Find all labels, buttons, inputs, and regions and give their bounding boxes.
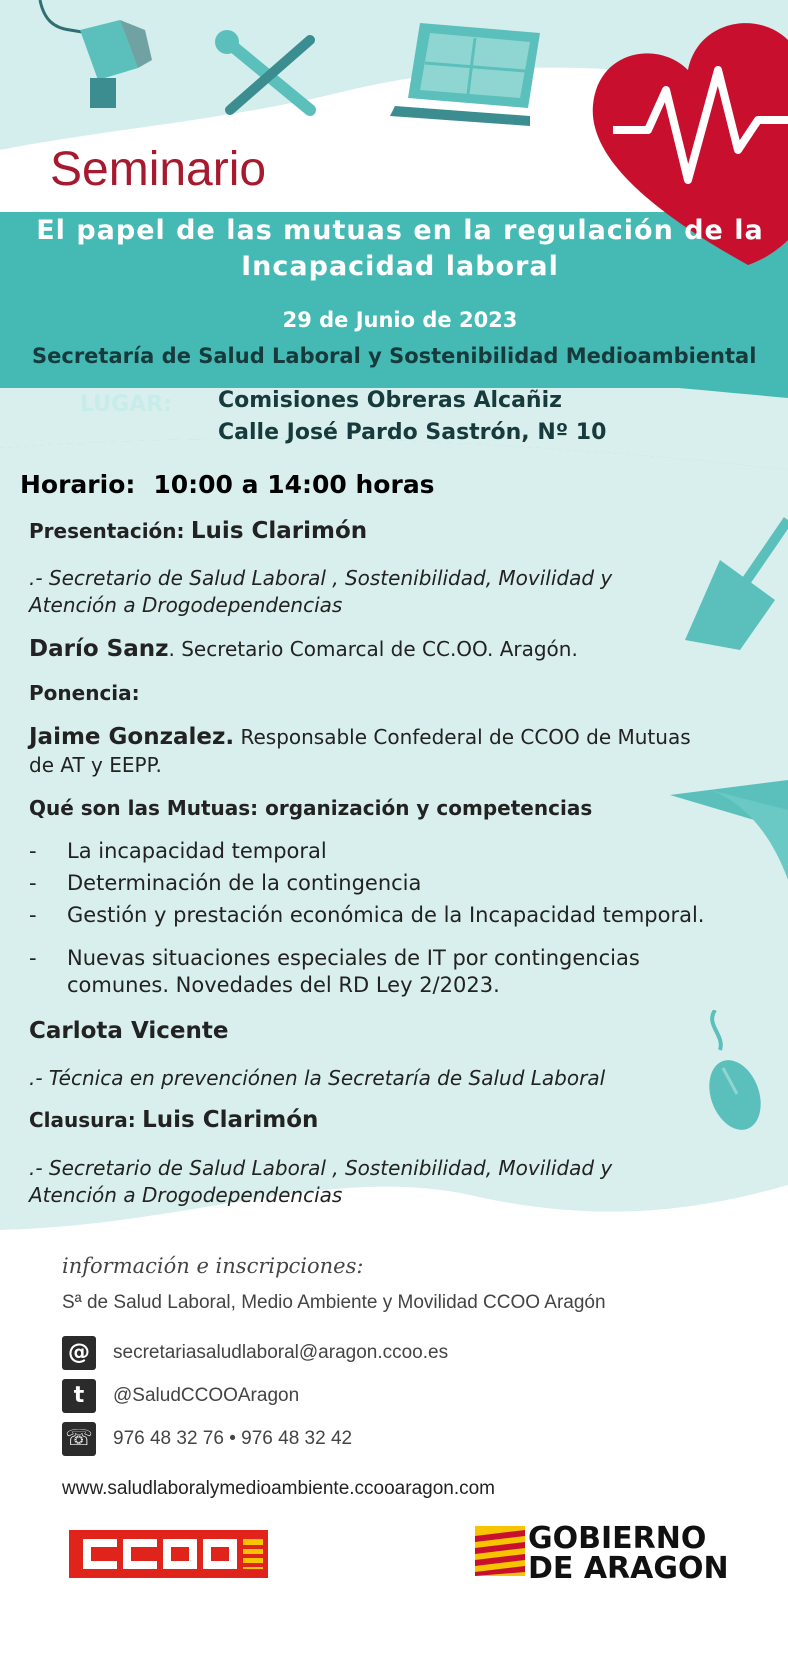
info-heading: información e inscripciones:	[62, 1254, 364, 1278]
list-item: - Determinación de la contingencia	[29, 871, 422, 895]
aragon-flag-icon	[475, 1526, 525, 1576]
list-item: - La incapacidad temporal	[29, 839, 327, 863]
schedule-value: 10:00 a 14:00 horas	[153, 470, 435, 499]
clausura-role-1: .- Secretario de Salud Laboral , Sostenibilidad, Movilidad y	[29, 1156, 613, 1180]
tools-icon	[215, 30, 320, 120]
location-label: LUGAR:	[80, 392, 172, 417]
presentacion-role-1: .- Secretario de Salud Laboral , Sostenibilidad, Movilidad y	[29, 566, 613, 590]
organizer: Secretaría de Salud Laboral y Sostenibilidad Medioambiental	[32, 344, 757, 368]
jaime-name: Jaime Gonzalez.	[29, 724, 235, 750]
list-item: - Nuevas situaciones especiales de IT por contingencias comunes. Novedades del RD Ley 2/2023.	[29, 946, 640, 997]
presentacion-speaker: Luis Clarimón	[190, 518, 368, 544]
jaime-role-2: de AT y EEPP.	[29, 753, 162, 777]
location-address: Calle José Pardo Sastrón, Nº 10	[218, 420, 607, 445]
event-type: Seminario	[50, 143, 267, 196]
dario-name: Darío Sanz	[29, 636, 169, 662]
carlota-name: Carlota Vicente	[29, 1018, 229, 1044]
clausura-label: Clausura:	[29, 1108, 136, 1132]
contact-twitter[interactable]: @SaludCCOOAragon	[113, 1385, 300, 1406]
paint-roller-icon	[10, 0, 160, 125]
website-link[interactable]: www.saludlaboralymedioambiente.ccooaragon.com	[62, 1478, 496, 1499]
twitter-icon: t	[62, 1379, 96, 1413]
phone-icon: ☏	[62, 1422, 96, 1456]
mouse-icon	[695, 1010, 765, 1135]
info-organization: Sª de Salud Laboral, Medio Ambiente y Movilidad CCOO Aragón	[62, 1292, 606, 1313]
schedule	[20, 470, 435, 499]
location-venue: Comisiones Obreras Alcañiz	[218, 388, 562, 413]
dario-line	[29, 636, 578, 663]
email-icon: @	[62, 1336, 96, 1370]
clausura-speaker: Luis Clarimón	[142, 1107, 319, 1133]
ponencia-label: Ponencia:	[29, 681, 140, 705]
laptop-icon	[390, 18, 550, 133]
list-item: - Gestión y prestación económica de la Incapacidad temporal.	[29, 903, 705, 927]
presentacion-label: Presentación:	[29, 519, 185, 543]
event-title-line-1: El papel de las mutuas en la regulación de la	[36, 215, 764, 246]
contact-email[interactable]: secretariasaludlaboral@aragon.ccoo.es	[113, 1342, 449, 1363]
schedule-label: Horario:	[20, 470, 136, 499]
presentacion-line	[29, 518, 367, 545]
contact-phones: 976 48 32 76 • 976 48 32 42	[113, 1428, 353, 1449]
clausura-role-2: Atención a Drogodependencias	[29, 1183, 343, 1207]
jaime-role-1: Responsable Confederal de CCOO de Mutuas	[234, 725, 691, 749]
clausura-line	[29, 1107, 318, 1134]
gobierno-aragon-logo: GOBIERNO DE ARAGON	[528, 1521, 729, 1586]
ccoo-logo	[69, 1530, 268, 1578]
event-title-line-2: Incapacidad laboral	[241, 251, 559, 282]
jaime-line	[29, 724, 691, 751]
presentacion-role-2: Atención a Drogodependencias	[29, 593, 343, 617]
shovel-icon	[680, 500, 788, 650]
carlota-role: .- Técnica en prevenciónen la Secretaría de Salud Laboral	[29, 1066, 606, 1090]
dario-role: . Secretario Comarcal de CC.OO. Aragón.	[168, 637, 578, 661]
topic-heading: Qué son las Mutuas: organización y competencias	[29, 796, 593, 820]
event-date: 29 de Junio de 2023	[282, 308, 518, 332]
